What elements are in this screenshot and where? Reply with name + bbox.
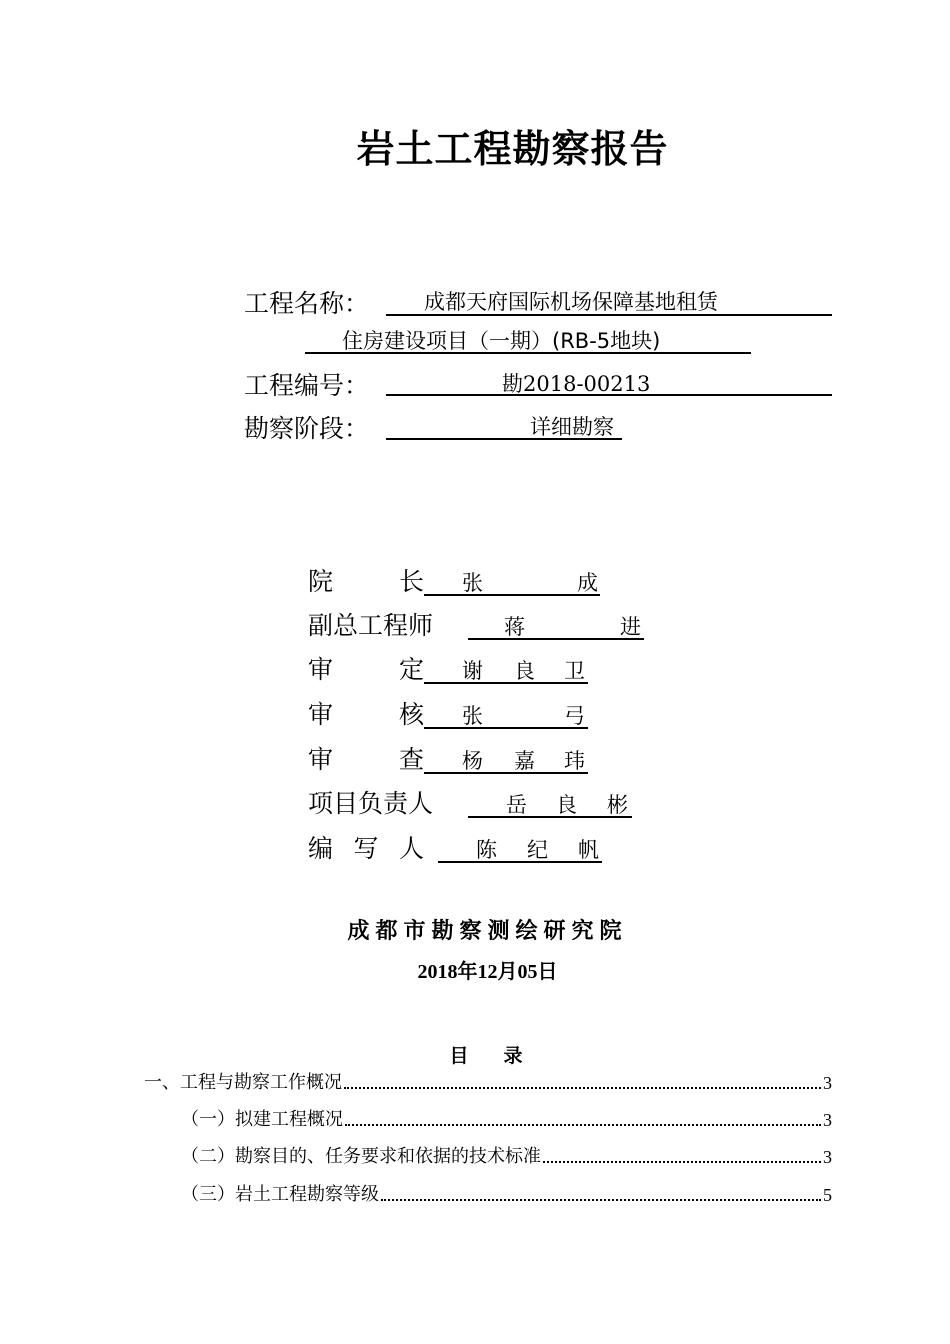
toc-item-page: 5 [823,1185,832,1205]
toc-leader-dots [381,1199,821,1201]
signature-name-char: 岳 [506,793,527,817]
signature-label: 审 核 [308,700,424,729]
signature-label: 副总工程师 [308,611,434,640]
project-name-label: 工程名称： [244,289,370,318]
signature-name-char: 良 [514,659,535,683]
signature-name-char: 帆 [578,838,599,862]
report-title: 岩土工程勘察报告 [356,127,669,171]
toc-leader-dots [345,1124,821,1126]
toc-item-text: （一）拟建工程概况 [181,1109,343,1130]
toc-item[interactable] [181,1180,832,1206]
toc-title: 目 录 [449,1045,531,1067]
signature-line [424,564,600,596]
signature-name-char: 谢 [462,659,483,683]
toc-item[interactable] [181,1142,832,1168]
signature-name-char: 弓 [564,704,585,728]
project-name-line1: 成都天府国际机场保障基地租赁 [424,290,718,314]
toc-item-text: 一、工程与勘察工作概况 [144,1072,342,1093]
signature-name-char: 张 [462,704,483,728]
survey-stage-label: 勘察阶段： [244,414,370,443]
signature-name-char: 陈 [476,838,497,862]
signature-label: 审 定 [308,655,424,684]
signature-label: 审 查 [308,745,424,774]
signature-name-char: 卫 [564,659,585,683]
signature-label: 院 长 [308,567,424,596]
signature-name-char: 成 [577,571,598,595]
report-date: 2018年12月05日 [417,961,558,983]
toc-item-page: 3 [823,1147,832,1167]
signature-name-char: 杨 [462,749,483,773]
signature-label: 项目负责人 [308,789,434,818]
project-name-line2: 住房建设项目（一期）(RB-5地块) [342,329,661,353]
toc-item-text: （三）岩土工程勘察等级 [181,1184,379,1205]
signature-label: 编 写 人 [308,834,424,863]
signature-name-char: 蒋 [504,615,525,639]
signature-name-char: 玮 [564,749,585,773]
toc-item-page: 3 [823,1073,832,1093]
signature-name-char: 进 [620,615,641,639]
toc-leader-dots [543,1161,821,1163]
toc-leader-dots [344,1087,821,1089]
toc-item[interactable] [144,1068,832,1094]
survey-stage-value: 详细勘察 [530,415,614,439]
organization-name: 成都市勘察测绘研究院 [347,919,628,944]
signature-name-char: 张 [462,571,483,595]
signature-line [468,608,644,640]
toc-item-page: 3 [823,1110,832,1130]
toc-item[interactable] [181,1105,832,1131]
project-number-label: 工程编号： [244,371,370,400]
signature-name-char: 纪 [527,838,548,862]
toc-item-text: （二）勘察目的、任务要求和依据的技术标准 [181,1146,541,1167]
project-number-value: 勘2018-00213 [502,372,651,396]
signature-name-char: 彬 [607,793,628,817]
signature-name-char: 良 [556,793,577,817]
signature-name-char: 嘉 [514,749,535,773]
